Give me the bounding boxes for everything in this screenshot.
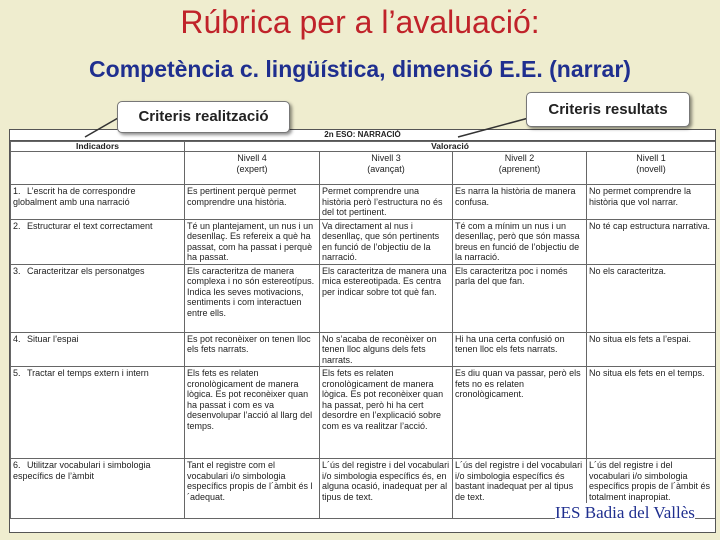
slide-title: Rúbrica per a l’avaluació: <box>180 4 540 40</box>
level-2-cell: L´ús del registre i del vocabulari i/o simbologia específics és bastant inadequat per al tipus de text. <box>453 459 587 519</box>
indicadors-header: Indicadors <box>11 142 185 152</box>
indicator-text: Tractar el temps extern i intern <box>27 368 149 378</box>
level-4-cell: Tant el registre com el vocabulari i/o simbologia específics propis de l´àmbit és l´adequat. <box>185 459 320 519</box>
indicator-text: Caracteritzar els personatges <box>27 265 145 276</box>
level-4-cell: Es pot reconèixer on tenen lloc els fets narrats. <box>185 332 320 367</box>
indicator-number: 1. <box>13 186 21 196</box>
level-1-cell: No té cap estructura narrativa. <box>587 219 716 264</box>
level-1-cell: No els caracteritza. <box>587 264 716 332</box>
indicator-number: 5. <box>13 368 21 378</box>
indicator-text: L’escrit ha de correspondre globalment amb una narració <box>13 186 136 207</box>
callout-criteris-realitzacio: Criteris realització <box>117 101 290 133</box>
level-2-cell: Té com a mínim un nus i un desenllaç, però que són massa breus en funció de l’objectiu de la narració. <box>453 219 587 264</box>
level-3-cell: L´ús del registre i del vocabulari i/o simbologia específics és, en alguna ocasió, inadequat per al tipus de text. <box>320 459 453 519</box>
level-1-cell: L´ús del registre i del vocabulari i/o simbologia específics propis de l´àmbit és totalment inapropiat. <box>587 459 716 519</box>
slide-subtitle: Competència c. lingüística, dimensió E.E. (narrar) <box>89 56 631 82</box>
left-leader-line <box>85 118 118 137</box>
right-leader-line <box>458 116 536 137</box>
level-sub: (expert) <box>236 164 268 174</box>
indicator-text: Estructurar el text correctament <box>27 220 153 231</box>
footer-school-name: IES Badia del Vallès <box>555 503 695 522</box>
level-4-cell: Els fets es relaten cronològicament de manera lògica. Es pot reconèixer quan ha passat i com es va desenvolupar l’acció al llarg del temps. <box>185 367 320 459</box>
level-sub: (avançat) <box>367 164 405 174</box>
valoracio-header: Valoració <box>185 142 716 152</box>
level-4-cell: Es pertinent perquè permet comprendre una història. <box>185 185 320 220</box>
level-1-cell: No permet comprendre la història que vol narrar. <box>587 185 716 220</box>
indicator-text: Utilitzar vocabulari i simbologia específics de l’àmbit <box>13 460 151 481</box>
level-name: Nivell 4 <box>237 153 267 163</box>
indicator-number: 3. <box>13 265 21 276</box>
level-2-cell: Hi ha una certa confusió on tenen lloc els fets narrats. <box>453 332 587 367</box>
indicator-number: 6. <box>13 460 21 470</box>
level-sub: (novell) <box>636 164 666 174</box>
level-2-cell: Es narra la història de manera confusa. <box>453 185 587 220</box>
callout-criteris-resultats: Criteris resultats <box>526 92 690 127</box>
indicator-text: Situar l’espai <box>27 333 79 344</box>
level-1-cell: No situa els fets en el temps. <box>587 367 716 459</box>
level-name: Nivell 2 <box>504 153 535 163</box>
level-3-cell: Permet comprendre una història però l’estructura no és del tot pertinent. <box>320 185 453 220</box>
sheet-title: 2n ESO: NARRACIÓ <box>10 130 715 141</box>
level-3-cell: Els fets es relaten cronològicament de manera lògica. Es pot reconèixer quan ha passat, però hi ha cert desordre en l’explicació sobre com es va realitzar l’acció. <box>320 367 453 459</box>
level-2-cell: Els caracteritza poc i només parla del que fan. <box>453 264 587 332</box>
indicator-number: 2. <box>13 220 21 231</box>
indicator-number: 4. <box>13 333 21 344</box>
level-4-cell: Té un plantejament, un nus i un desenllaç. Es refereix a què ha passat, com ha passat i perquè ha passat. <box>185 219 320 264</box>
level-name: Nivell 1 <box>636 153 666 163</box>
level-4-cell: Els caracteritza de manera complexa i no són estereotípus. Indica les seves motivacions, sentiments i com interactuen entre ells. <box>185 264 320 332</box>
level-name: Nivell 3 <box>371 153 401 163</box>
level-2-cell: Es diu quan va passar, però els fets no es relaten cronològicament. <box>453 367 587 459</box>
level-3-cell: Els caracteritza de manera una mica estereotipada. Es centra per indicar sobre tot què fan. <box>320 264 453 332</box>
level-3-cell: Va directament al nus i desenllaç, que són pertinents en funció de l’objectiu de la narració. <box>320 219 453 264</box>
level-3-cell: No s’acaba de reconèixer on tenen lloc alguns dels fets narrats. <box>320 332 453 367</box>
level-sub: (aprenent) <box>498 164 541 174</box>
level-1-cell: No situa els fets a l’espai. <box>587 332 716 367</box>
